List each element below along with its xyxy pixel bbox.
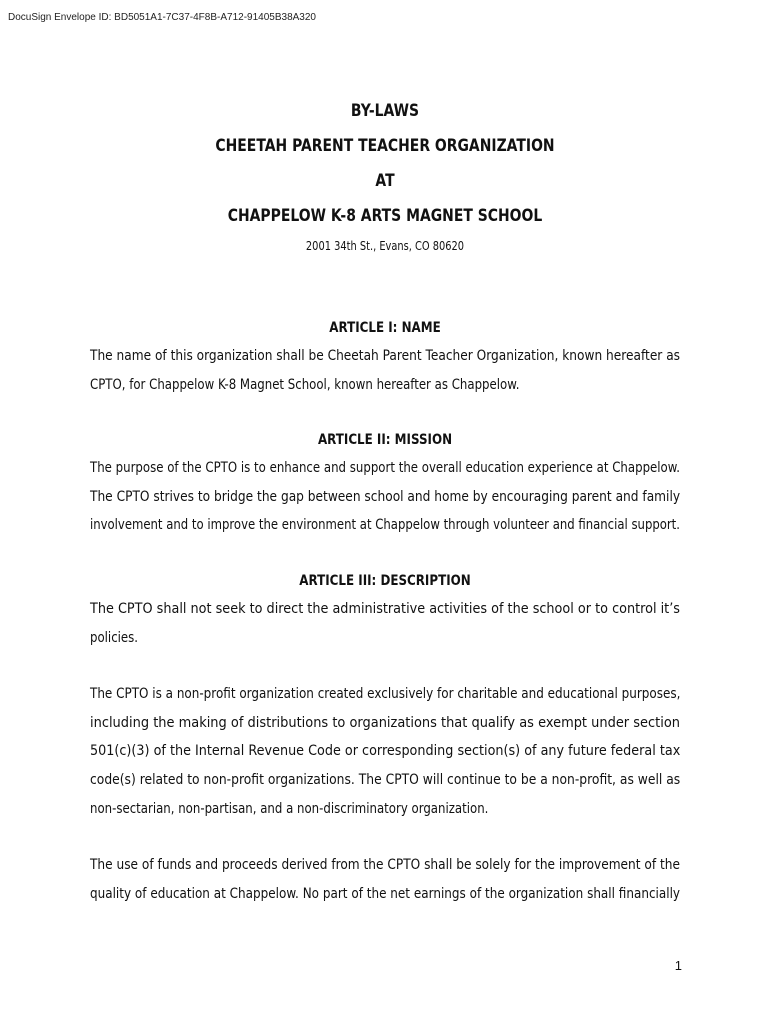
article-3-paragraph-2 (90, 680, 680, 823)
text-line: The name of this organization shall be Cheetah Parent Teacher Organization, known hereafter as (90, 348, 681, 364)
text-line: CPTO, for Chappelow K-8 Magnet School, known hereafter as Chappelow. (90, 376, 520, 393)
school-address: 2001 34th St., Evans, CO 80620 (305, 239, 465, 253)
title-bylaws: BY-LAWS (350, 101, 420, 121)
text-line: 501(c)(3) of the Internal Revenue Code or corresponding section(s) of any future federal tax (90, 743, 681, 760)
bylaws-body (90, 314, 680, 908)
article-3-paragraph-3 (90, 851, 680, 908)
docusign-envelope-id: DocuSign Envelope ID: BD5051A1-7C37-4F8B-A712-91405B38A320 (8, 12, 316, 23)
article-2-heading: ARTICLE II: MISSION (317, 432, 453, 449)
article-1-paragraph (90, 342, 680, 399)
page-number: 1 (674, 958, 682, 973)
text-line: policies. (90, 629, 139, 646)
article-3-heading: ARTICLE III: DESCRIPTION (299, 572, 471, 589)
text-line: The CPTO shall not seek to direct the administrative activities of the school or to control it’s (90, 600, 680, 617)
article-3-paragraph-1 (90, 595, 680, 652)
text-line: including the making of distributions to organizations that qualify as exempt under section (90, 714, 680, 731)
title-at: AT (375, 171, 395, 191)
text-line: involvement and to improve the environment at Chappelow through volunteer and financial support. (90, 517, 680, 534)
text-line: code(s) related to non-profit organizations. The CPTO will continue to be a non-profit, as well as (90, 771, 681, 788)
title-school-name: CHAPPELOW K-8 ARTS MAGNET SCHOOL (227, 206, 543, 226)
article-2-paragraph (90, 454, 680, 540)
article-1-heading: ARTICLE I: NAME (329, 320, 441, 336)
text-line: The CPTO strives to bridge the gap between school and home by encouraging parent and family (90, 488, 681, 505)
text-line: The CPTO is a non-profit organization created exclusively for charitable and educational purposes, (90, 686, 681, 703)
text-line: quality of education at Chappelow. No part of the net earnings of the organization shall financially (90, 885, 681, 902)
document-title-block (0, 94, 770, 256)
text-line: non-sectarian, non-partisan, and a non-discriminatory organization. (90, 800, 489, 817)
text-line: The use of funds and proceeds derived from the CPTO shall be solely for the improvement of the (90, 857, 680, 874)
title-organization-name: CHEETAH PARENT TEACHER ORGANIZATION (215, 136, 555, 156)
text-line: The purpose of the CPTO is to enhance and support the overall education experience at Chappelow. (90, 460, 681, 477)
